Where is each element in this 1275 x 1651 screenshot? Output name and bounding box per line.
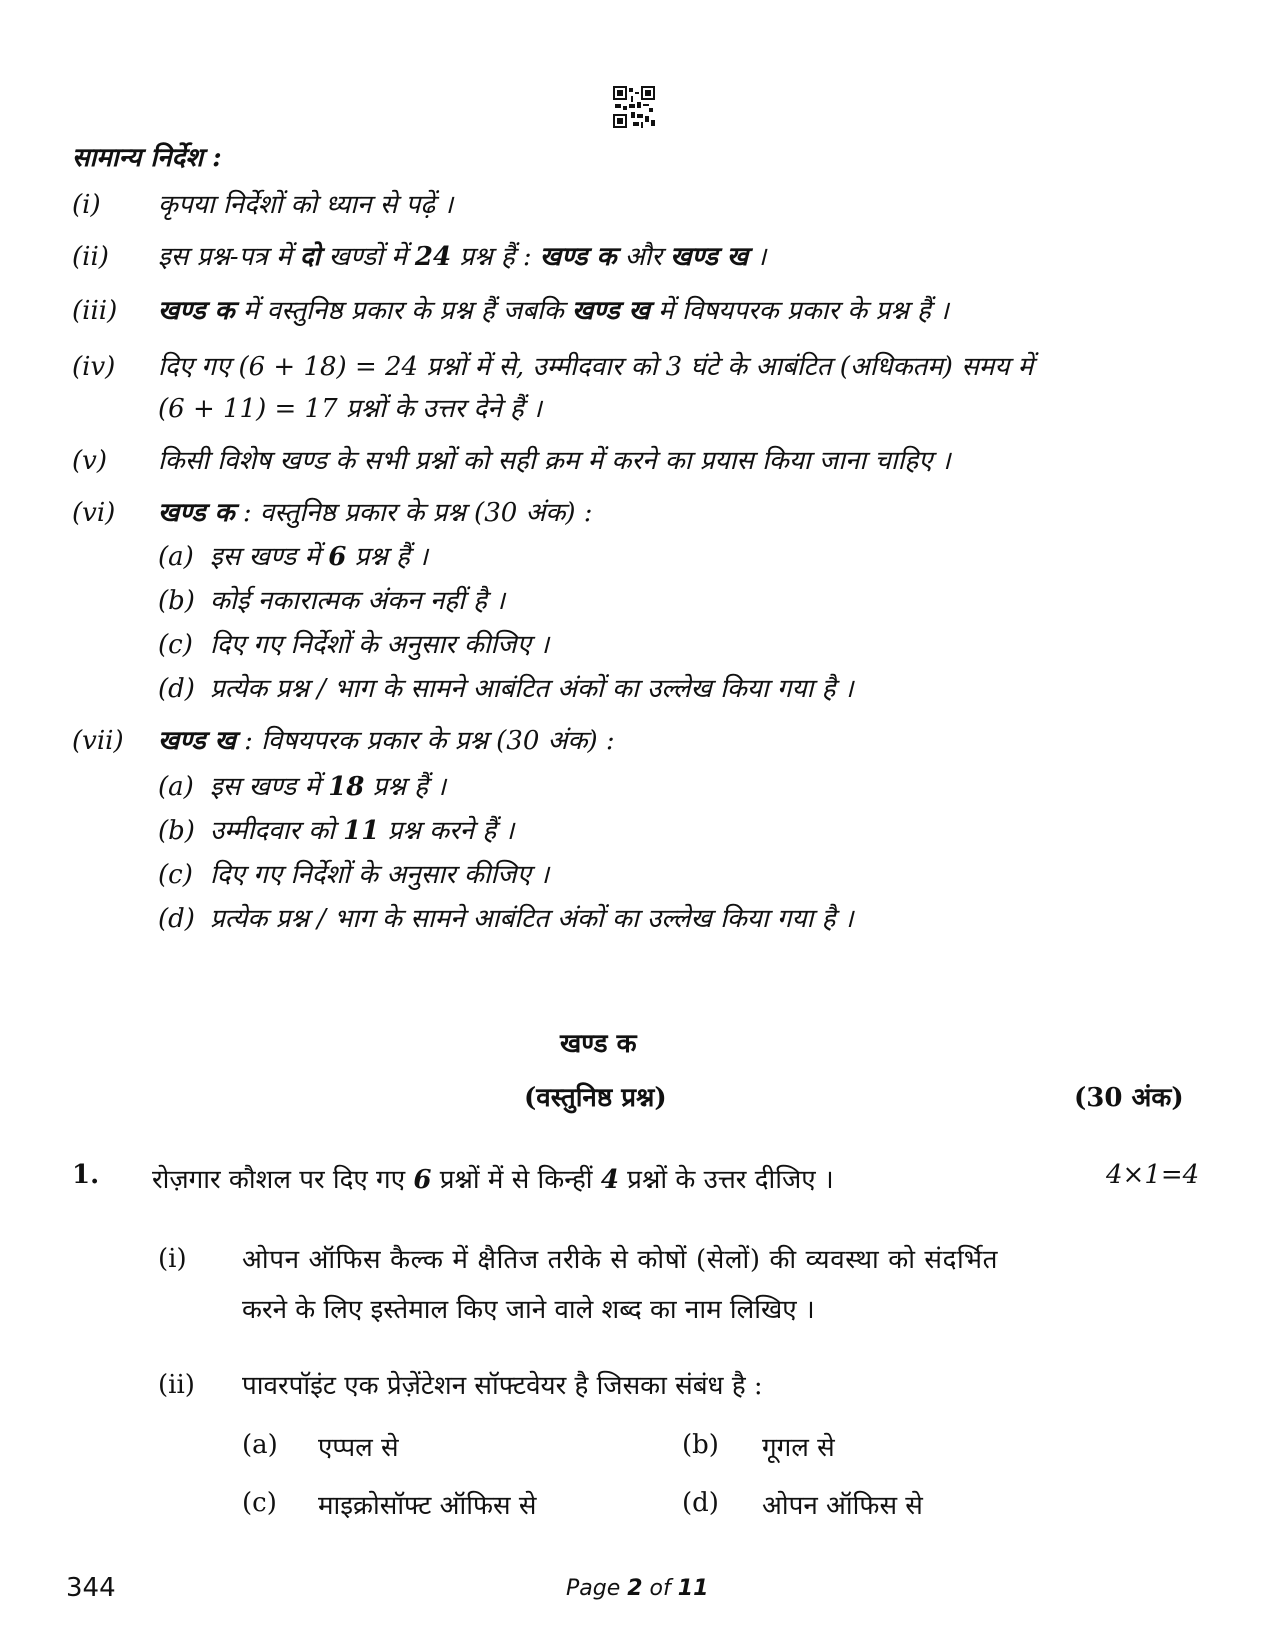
text-run: इस खण्ड में (210, 772, 329, 802)
sub-item-label: (a) (158, 542, 194, 572)
bold-run: 6 (413, 1165, 432, 1195)
option-label: (a) (242, 1430, 278, 1460)
sub-item (158, 768, 446, 806)
qr-code (613, 86, 655, 128)
sub-item-label: (b) (158, 586, 195, 616)
item-number: (vii) (72, 726, 124, 756)
text-run: में वस्तुनिष्ठ प्रकार के प्रश्न हैं जबकि (234, 296, 573, 326)
sub-item-label: (b) (158, 816, 195, 846)
sub-item-text: कोई नकारात्मक अंकन नहीं है । (210, 586, 506, 616)
item-text-line-2: (6 + 11) = 17 प्रश्नों के उत्तर देने हैं । (158, 394, 542, 424)
option-text: गूगल से (762, 1433, 835, 1463)
text-run: इस प्रश्न-पत्र में (158, 242, 300, 272)
text-run: : विषयपरक प्रकार के प्रश्न (30 अंक) : (235, 726, 615, 756)
item-text (158, 722, 1218, 760)
sub-item (158, 812, 514, 850)
sub-item (158, 582, 505, 620)
bold-run: खण्ड क (158, 498, 235, 528)
text-run: प्रश्नों में से किन्हीं (431, 1165, 601, 1195)
part-text: पावरपॉइंट एक प्रेज़ेंटेशन सॉफ्टवेयर है जिसका संबंध है : (242, 1371, 763, 1401)
sub-item-label: (a) (158, 772, 194, 802)
page-current: 2 (627, 1576, 643, 1601)
sub-item-label: (c) (158, 630, 193, 660)
sub-item-text: प्रत्येक प्रश्न / भाग के सामने आबंटित अंकों का उल्लेख किया गया है । (210, 674, 854, 704)
text-run: इस खण्ड में (210, 542, 329, 572)
question-text (152, 1160, 834, 1196)
item-number: (iv) (72, 352, 116, 382)
item-number: (vi) (72, 498, 116, 528)
bold-run: 18 (328, 772, 365, 802)
sub-item-text: दिए गए निर्देशों के अनुसार कीजिए । (210, 630, 550, 660)
text-run: । (748, 242, 767, 272)
bold-run: 6 (328, 542, 347, 572)
sub-item-text: दिए गए निर्देशों के अनुसार कीजिए । (210, 860, 550, 890)
option-text: ओपन ऑफिस से (762, 1491, 923, 1521)
item-text: किसी विशेष खण्ड के सभी प्रश्नों को सही क्रम में करने का प्रयास किया जाना चाहिए । (158, 446, 951, 476)
text-run: में विषयपरक प्रकार के प्रश्न हैं । (649, 296, 949, 326)
question-number: 1. (72, 1160, 100, 1190)
text-run: : वस्तुनिष्ठ प्रकार के प्रश्न (30 अंक) : (234, 498, 593, 528)
section-subtitle: (वस्तुनिष्ठ प्रश्न) (524, 1083, 667, 1113)
page-total: 11 (677, 1576, 709, 1601)
text-run: रोज़गार कौशल पर दिए गए (152, 1165, 414, 1195)
part-number: (i) (158, 1244, 187, 1274)
bold-run: 11 (343, 816, 380, 846)
sub-item-text: प्रत्येक प्रश्न / भाग के सामने आबंटित अंकों का उल्लेख किया गया है । (210, 904, 854, 934)
option-label: (c) (242, 1488, 277, 1518)
option-label: (d) (682, 1488, 719, 1518)
bold-run: खण्ड ख (572, 296, 650, 326)
text-run: उम्मीदवार को (210, 816, 344, 846)
item-number: (ii) (72, 242, 109, 272)
item-text (158, 292, 1218, 330)
bold-run: 24 (414, 242, 452, 272)
text-run: प्रश्न करने हैं । (379, 816, 515, 846)
item-number: (iii) (72, 296, 118, 326)
item-text: कृपया निर्देशों को ध्यान से पढ़ें । (158, 190, 454, 220)
page-prefix: Page (566, 1576, 628, 1601)
page-number (566, 1576, 708, 1601)
instructions-heading: सामान्य निर्देश : (72, 143, 222, 173)
item-number: (i) (72, 190, 101, 220)
item-number: (v) (72, 446, 107, 476)
sub-item-label: (c) (158, 860, 193, 890)
page-mid: of (642, 1576, 678, 1601)
text-run: खण्डों में (320, 242, 415, 272)
text-run: और (616, 242, 671, 272)
question-marks: 4×1=4 (1106, 1160, 1200, 1190)
paper-code: 344 (66, 1573, 116, 1603)
bold-run: खण्ड ख (158, 726, 236, 756)
item-text (158, 238, 1218, 276)
section-marks: (30 अंक) (1074, 1083, 1184, 1113)
bold-run: दो (299, 242, 321, 272)
bold-run: 4 (600, 1165, 619, 1195)
option-label: (b) (682, 1430, 719, 1460)
sub-item (158, 626, 549, 664)
part-text-line-1: ओपन ऑफिस कैल्क में क्षैतिज तरीके से कोषों (सेलों) की व्यवस्था को संदर्भित (242, 1245, 999, 1275)
part-text-line-2: करने के लिए इस्तेमाल किए जाने वाले शब्द का नाम लिखिए । (242, 1295, 815, 1325)
sub-item (158, 670, 854, 708)
option-text: माइक्रोसॉफ्ट ऑफिस से (318, 1491, 537, 1521)
text-run: प्रश्न हैं । (346, 542, 428, 572)
text-run: प्रश्नों के उत्तर दीजिए । (618, 1165, 834, 1195)
sub-item-label: (d) (158, 674, 195, 704)
part-number: (ii) (158, 1370, 195, 1400)
bold-run: खण्ड क (539, 242, 617, 272)
text-run: प्रश्न हैं । (364, 772, 447, 802)
text-run: प्रश्न हैं : (451, 242, 540, 272)
sub-item-label: (d) (158, 904, 195, 934)
option-text: एप्पल से (318, 1433, 399, 1463)
section-title: खण्ड क (560, 1029, 637, 1059)
bold-run: खण्ड क (158, 296, 235, 326)
bold-run: खण्ड ख (670, 242, 749, 272)
item-text-line-1: दिए गए (6 + 18) = 24 प्रश्नों में से, उम्मीदवार को 3 घंटे के आबंटित (अधिकतम) समय में (158, 352, 1034, 382)
item-text (158, 494, 1218, 532)
sub-item (158, 900, 854, 938)
sub-item (158, 856, 549, 894)
sub-item (158, 538, 428, 576)
